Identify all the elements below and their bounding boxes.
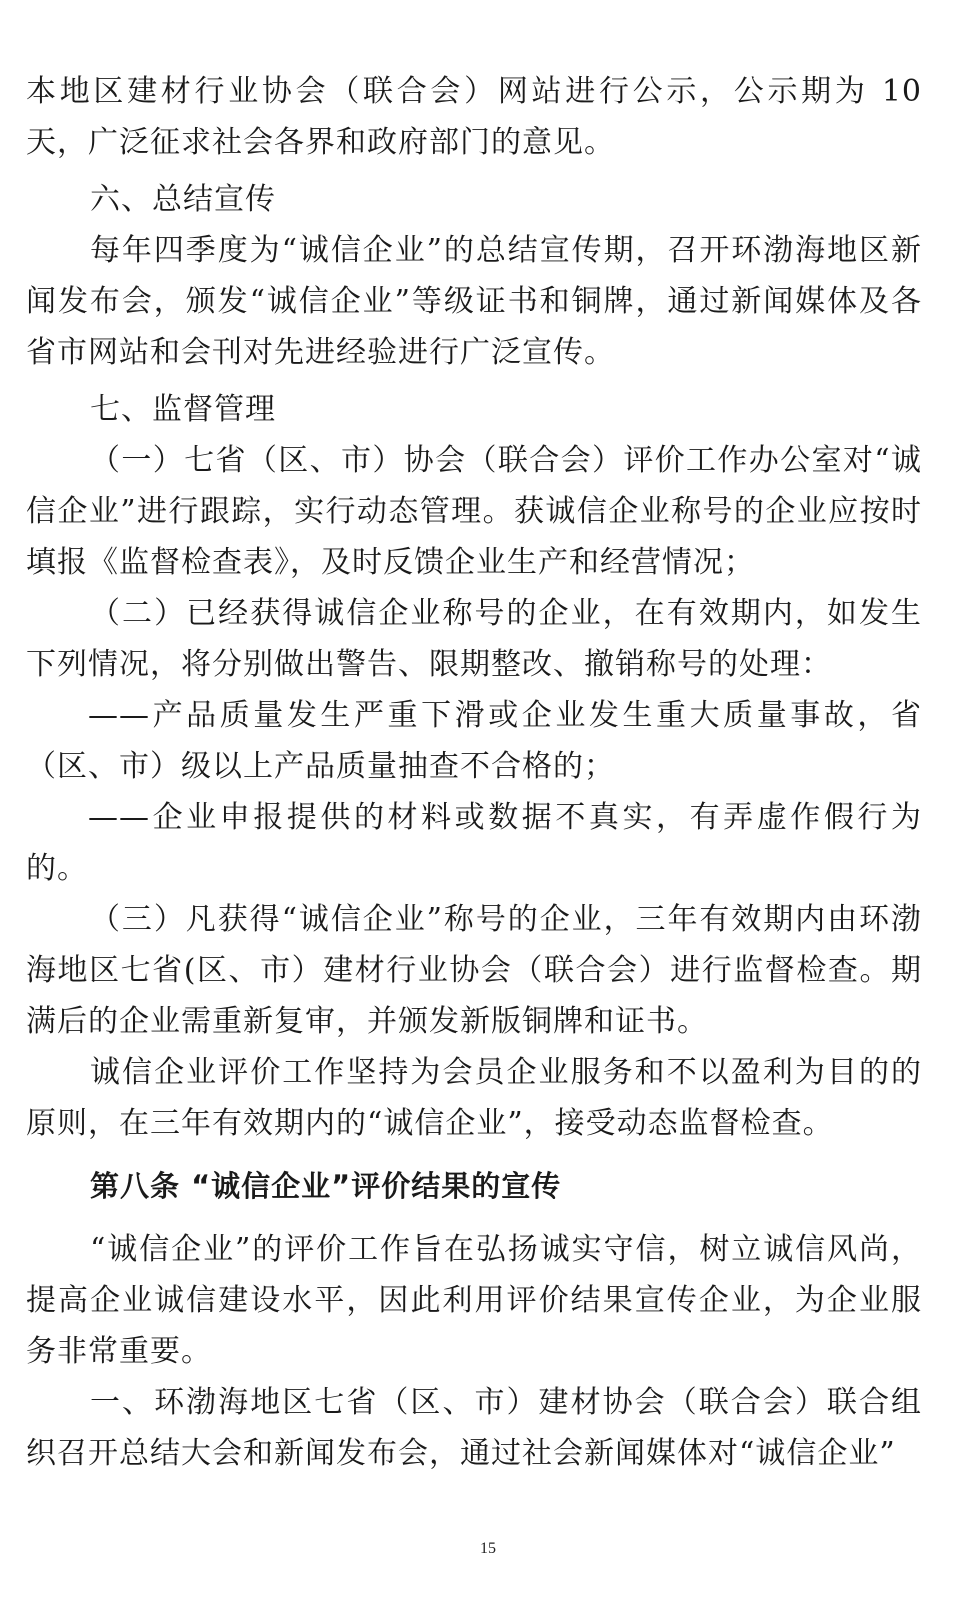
paragraph-article8-intro: “诚信企业”的评价工作旨在弘扬诚实守信，树立诚信风尚，提高企业诚信建设水平，因此利用评价结果宣传企业，为企业服务非常重要。 xyxy=(26,1232,922,1369)
paragraph-principle: 诚信企业评价工作坚持为会员企业服务和不以盈利为目的的原则，在三年有效期内的“诚信企业”，接受动态监督检查。 xyxy=(26,1055,922,1141)
paragraph-summary-publicity: 每年四季度为“诚信企业”的总结宣传期，召开环渤海地区新闻发布会，颁发“诚信企业”等级证书和铜牌，通过新闻媒体及各省市网站和会刊对先进经验进行广泛宣传。 xyxy=(26,233,922,370)
paragraph-publicity: 本地区建材行业协会（联合会）网站进行公示，公示期为 10 天，广泛征求社会各界和政府部门的意见。 xyxy=(26,74,922,160)
heading-supervision: 七、监督管理 xyxy=(90,392,276,427)
paragraph-supervision-3: （三）凡获得“诚信企业”称号的企业，三年有效期内由环渤海地区七省(区、市）建材行业协会（联合会）进行监督检查。期满后的企业需重新复审，并颁发新版铜牌和证书。 xyxy=(26,902,922,1039)
paragraph-dash-falsification: ——企业申报提供的材料或数据不真实，有弄虚作假行为的。 xyxy=(26,800,922,886)
page-number: 15 xyxy=(480,1540,496,1557)
paragraph-dash-quality: ——产品质量发生严重下滑或企业发生重大质量事故，省（区、市）级以上产品质量抽查不合格的； xyxy=(26,698,922,784)
paragraph-article8-item1: 一、环渤海地区七省（区、市）建材协会（联合会）联合组织召开总结大会和新闻发布会，通过社会新闻媒体对“诚信企业” xyxy=(26,1385,922,1471)
paragraph-supervision-1: （一）七省（区、市）协会（联合会）评价工作办公室对“诚信企业”进行跟踪，实行动态管理。获诚信企业称号的企业应按时填报《监督检查表》，及时反馈企业生产和经营情况； xyxy=(26,443,922,580)
paragraph-supervision-2: （二）已经获得诚信企业称号的企业，在有效期内，如发生下列情况，将分别做出警告、限期整改、撤销称号的处理： xyxy=(26,596,922,682)
article-8-title: 第八条 “诚信企业”评价结果的宣传 xyxy=(90,1169,562,1203)
heading-summary-publicity: 六、总结宣传 xyxy=(90,182,276,217)
document-body xyxy=(26,66,922,1479)
